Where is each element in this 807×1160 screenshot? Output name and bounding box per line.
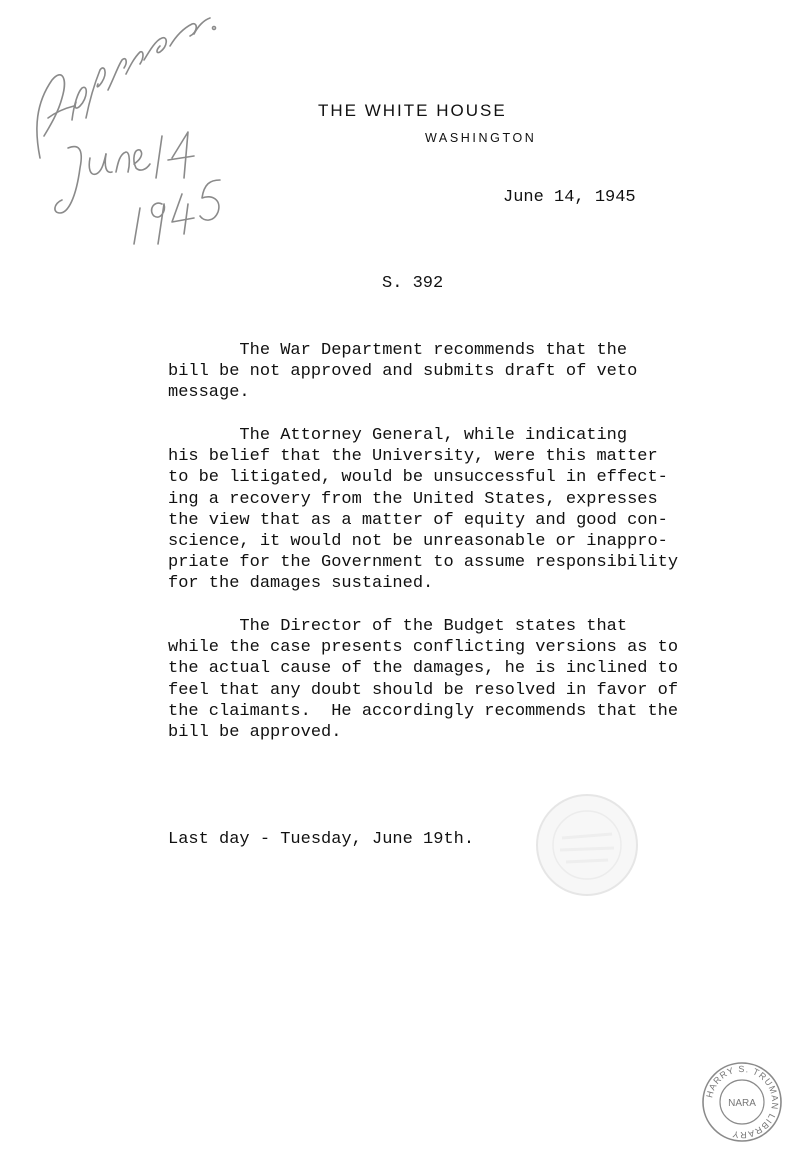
paragraph-line: priate for the Government to assume responsibility	[168, 553, 679, 573]
svg-text:NARA: NARA	[728, 1098, 756, 1109]
paragraph-line: ing a recovery from the United States, expresses	[168, 489, 658, 509]
paragraph-line: the claimants. He accordingly recommends that the	[168, 701, 679, 721]
embossed-seal	[532, 790, 642, 900]
letterhead-title: THE WHITE HOUSE	[318, 101, 507, 120]
paragraph-line: for the damages sustained.	[168, 574, 434, 594]
letterhead-city: WASHINGTON	[425, 131, 537, 145]
paragraph-line: to be litigated, would be unsuccessful in effect-	[168, 468, 668, 488]
paragraph-line: feel that any doubt should be resolved in favor of	[168, 680, 679, 700]
svg-text:HARRY S. TRUMAN LIBRARY: HARRY S. TRUMAN LIBRARY	[704, 1063, 781, 1141]
paragraph-line: while the case presents conflicting versions as to	[168, 638, 679, 658]
paragraph-war-department	[168, 340, 728, 404]
paragraph-line: The Director of the Budget states that	[168, 617, 628, 636]
paragraph-line: message.	[168, 383, 250, 403]
paragraph-line: The Attorney General, while indicating	[168, 426, 628, 445]
last-day-note: Last day - Tuesday, June 19th.	[168, 830, 475, 849]
paragraph-line: bill be approved.	[168, 723, 342, 743]
paragraph-line: bill be not approved and submits draft of veto	[168, 362, 638, 382]
paragraph-line: his belief that the University, were this matter	[168, 447, 658, 467]
bill-number: S. 392	[382, 274, 444, 293]
paragraph-budget-director	[168, 616, 728, 743]
paragraph-attorney-general	[168, 425, 728, 595]
handwritten-approval-note	[22, 8, 242, 278]
memo-date: June 14, 1945	[503, 188, 636, 207]
paragraph-line: the view that as a matter of equity and good con-	[168, 510, 668, 530]
truman-library-stamp	[700, 1060, 784, 1144]
paragraph-line: The War Department recommends that the	[168, 341, 628, 360]
paragraph-line: science, it would not be unreasonable or inappro-	[168, 532, 668, 552]
paragraph-line: the actual cause of the damages, he is inclined to	[168, 659, 679, 679]
